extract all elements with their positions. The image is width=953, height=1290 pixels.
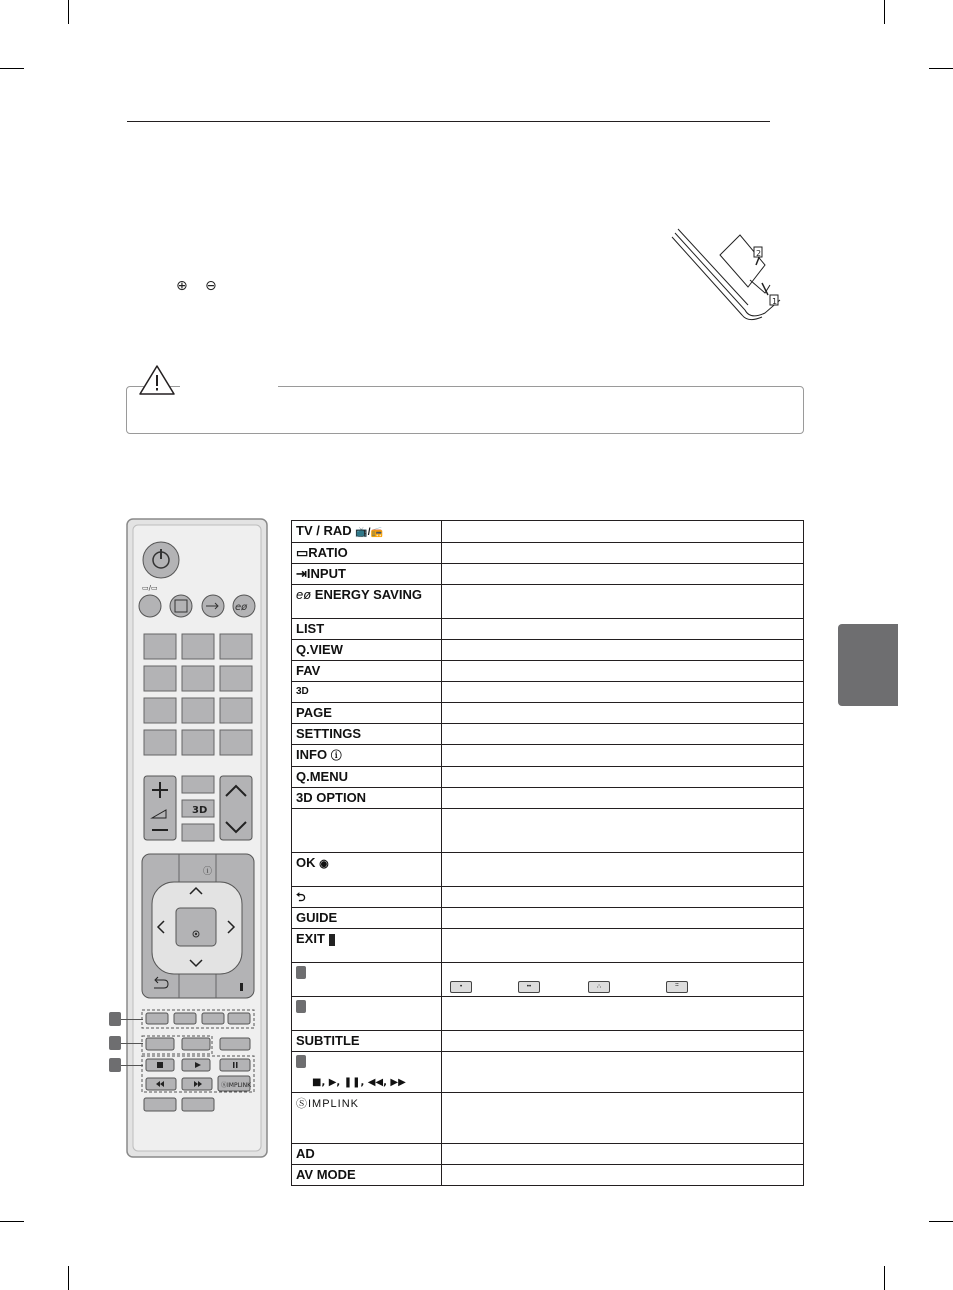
desc-cell — [442, 853, 804, 887]
caution-box — [126, 386, 804, 434]
info-icon: ⓘ — [330, 750, 342, 762]
desc-cell — [442, 724, 804, 745]
input-icon: ⇥ — [296, 566, 307, 581]
desc-cell — [442, 1165, 804, 1186]
desc-cell — [442, 745, 804, 767]
red-button-icon: • — [450, 981, 472, 993]
desc-cell — [442, 682, 804, 703]
key-cell: FAV — [292, 661, 442, 682]
key-cell: eø ENERGY SAVING — [292, 585, 442, 619]
callout-marker — [109, 1058, 121, 1072]
blue-button-icon: ⠛ — [666, 981, 688, 993]
key-cell — [292, 887, 442, 908]
desc-cell — [442, 564, 804, 585]
key-cell: Q.MENU — [292, 767, 442, 788]
desc-cell — [442, 887, 804, 908]
svg-text:ⓘ: ⓘ — [203, 867, 213, 877]
desc-cell — [442, 640, 804, 661]
key-cell — [292, 1052, 442, 1093]
callout-marker — [109, 1012, 121, 1026]
desc-cell — [442, 521, 804, 543]
key-cell: AV MODE — [292, 1165, 442, 1186]
callout-marker — [296, 1000, 306, 1013]
key-cell: TV / RAD 📺/📻 — [292, 521, 442, 543]
crop-mark — [884, 0, 885, 24]
svg-text:▭/▭: ▭/▭ — [142, 584, 158, 592]
key-cell: 3D — [292, 682, 442, 703]
crop-mark — [0, 1221, 24, 1222]
desc-cell — [442, 767, 804, 788]
desc-cell — [442, 908, 804, 929]
key-cell: PAGE — [292, 703, 442, 724]
crop-mark — [0, 68, 24, 69]
playback-symbols: ■, ▶, ❚❚, ◀◀, ▶▶ — [312, 1077, 406, 1088]
key-cell: ▭RATIO — [292, 543, 442, 564]
crop-mark — [884, 1266, 885, 1290]
key-cell — [292, 1093, 442, 1144]
ratio-icon: ▭ — [296, 545, 309, 560]
green-button-icon: •• — [518, 981, 540, 993]
key-cell — [292, 963, 442, 997]
callout-marker — [109, 1036, 121, 1050]
desc-cell — [442, 963, 804, 997]
desc-cell — [442, 1144, 804, 1165]
warning-icon — [138, 364, 176, 396]
desc-cell — [442, 929, 804, 963]
key-cell — [292, 997, 442, 1031]
battery-cover-illustration — [670, 225, 790, 325]
key-cell: AD — [292, 1144, 442, 1165]
key-cell: 3D OPTION — [292, 788, 442, 809]
desc-cell — [442, 585, 804, 619]
desc-cell — [442, 809, 804, 853]
minus-icon: ⊖ — [205, 278, 217, 294]
svg-text:eø: eø — [235, 602, 248, 613]
desc-cell — [442, 1052, 804, 1093]
remote-key-table — [291, 520, 804, 1186]
ok-icon: ◉ — [319, 858, 329, 870]
section-tab — [838, 624, 898, 706]
svg-text:2: 2 — [756, 249, 762, 258]
desc-cell — [442, 1031, 804, 1052]
simplink-logo: ⓈIMPLINK — [296, 1098, 360, 1110]
callout-marker — [296, 1055, 306, 1068]
key-cell: GUIDE — [292, 908, 442, 929]
desc-cell — [442, 543, 804, 564]
svg-text:1: 1 — [772, 297, 778, 306]
svg-text:ⓈIMPLINK: ⓈIMPLINK — [221, 1082, 252, 1089]
key-cell — [292, 809, 442, 853]
key-cell: LIST — [292, 619, 442, 640]
crop-mark — [68, 0, 69, 24]
callout-marker — [296, 966, 306, 979]
desc-cell — [442, 619, 804, 640]
power-button — [143, 542, 179, 578]
key-cell: SUBTITLE — [292, 1031, 442, 1052]
yellow-button-icon: ∴ — [588, 981, 610, 993]
key-cell: Q.VIEW — [292, 640, 442, 661]
crop-mark — [68, 1266, 69, 1290]
plus-icon: ⊕ — [176, 278, 188, 294]
desc-cell — [442, 1093, 804, 1144]
remote-control — [126, 518, 268, 1158]
desc-cell — [442, 703, 804, 724]
crop-mark — [929, 68, 953, 69]
key-cell: INFO ⓘ — [292, 745, 442, 767]
header-rule — [127, 121, 770, 122]
crop-mark — [929, 1221, 953, 1222]
desc-cell — [442, 788, 804, 809]
desc-cell — [442, 997, 804, 1031]
exit-icon — [329, 934, 335, 946]
back-icon: ⮌ — [296, 890, 306, 904]
key-cell: ⇥INPUT — [292, 564, 442, 585]
key-cell: EXIT — [292, 929, 442, 963]
energy-icon: eø — [296, 587, 312, 602]
key-cell: OK ◉ — [292, 853, 442, 887]
svg-text:3D: 3D — [192, 805, 208, 816]
desc-cell — [442, 661, 804, 682]
key-cell: SETTINGS — [292, 724, 442, 745]
